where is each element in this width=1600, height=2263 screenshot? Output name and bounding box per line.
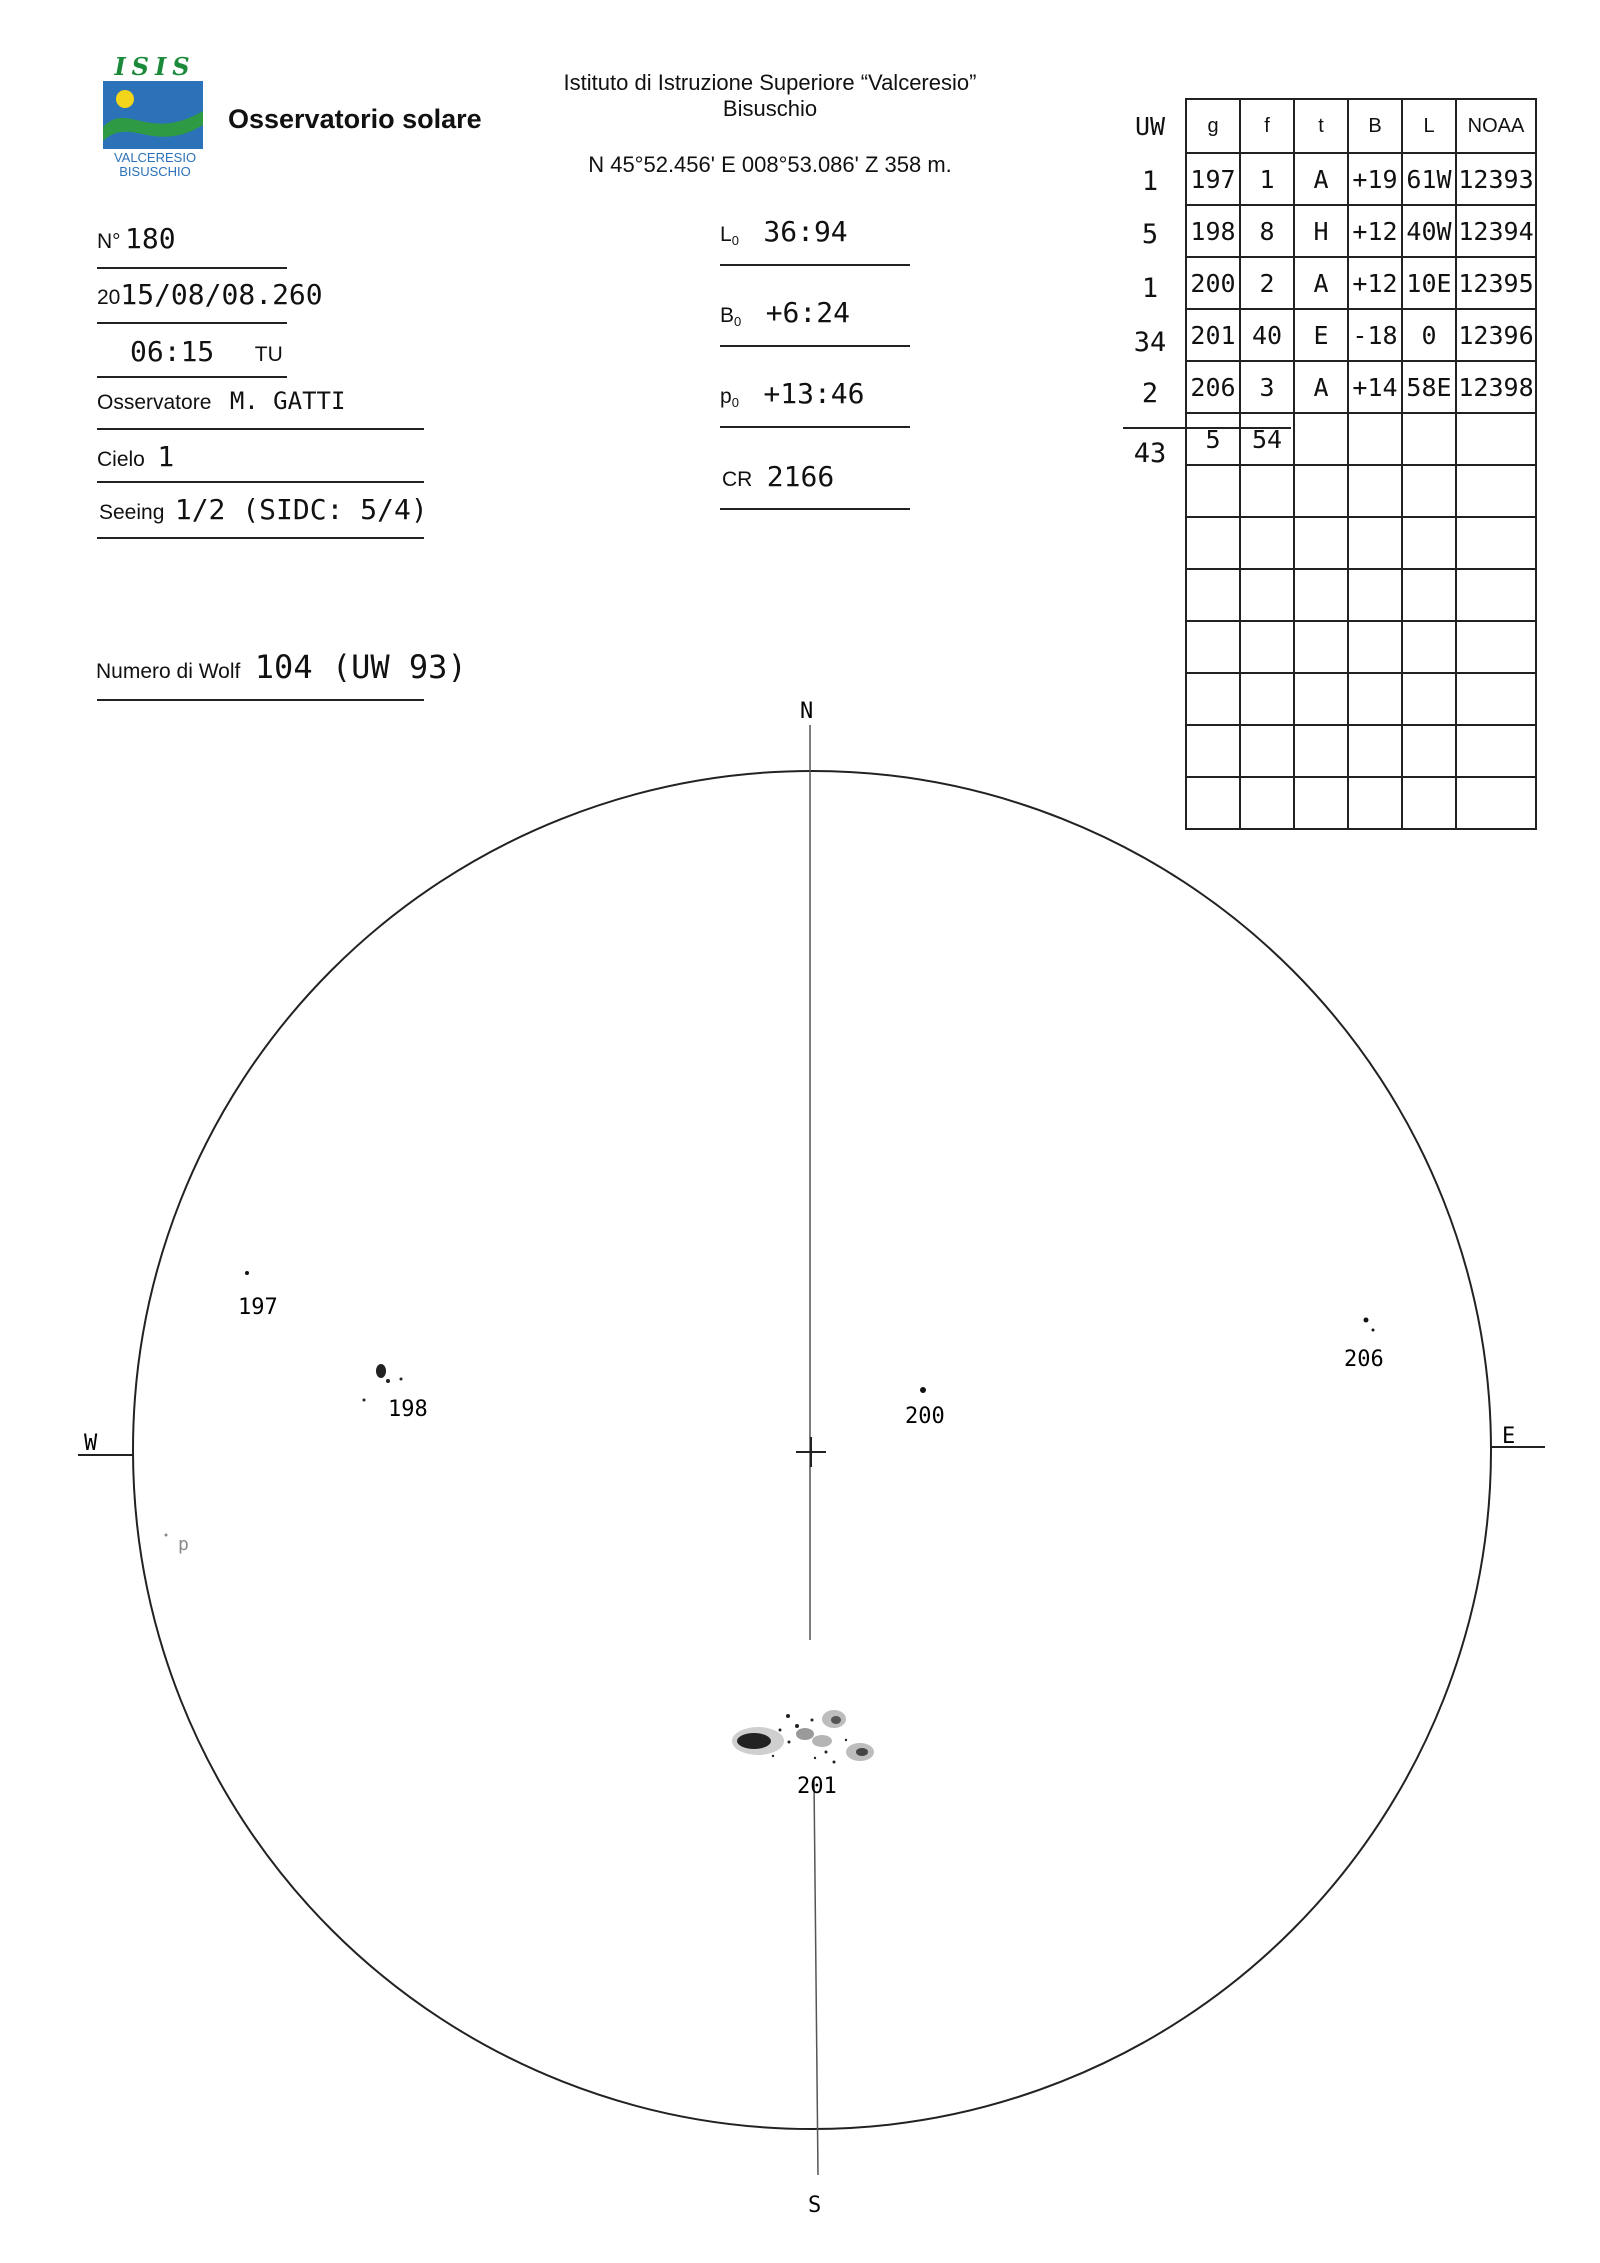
table-cell: 206 bbox=[1186, 361, 1240, 413]
group-label-198: 198 bbox=[388, 1397, 428, 1422]
total-g: 5 bbox=[1186, 413, 1240, 465]
table-cell: -18 bbox=[1348, 309, 1402, 361]
observer-value: M. GATTI bbox=[229, 387, 346, 415]
table-cell: 10E bbox=[1402, 257, 1456, 309]
uw-value: 1 bbox=[1141, 273, 1159, 304]
group-label-201: 201 bbox=[797, 1774, 837, 1799]
west-label: W bbox=[84, 1431, 98, 1456]
table-cell: 12398 bbox=[1456, 361, 1536, 413]
header-cell: L bbox=[1402, 99, 1456, 153]
date-value: 15/08/08.260 bbox=[120, 278, 323, 311]
table-cell: +19 bbox=[1348, 153, 1402, 205]
b0-label: B bbox=[720, 304, 735, 327]
table-cell: 12394 bbox=[1456, 205, 1536, 257]
table-cell: 12396 bbox=[1456, 309, 1536, 361]
sunspot-200 bbox=[920, 1387, 926, 1393]
total-f: 54 bbox=[1240, 413, 1294, 465]
table-cell: 0 bbox=[1402, 309, 1456, 361]
l0-label: L bbox=[720, 223, 732, 246]
header-cell: f bbox=[1240, 99, 1294, 153]
sunspot-198-small bbox=[400, 1378, 403, 1381]
institute-line2: Bisuschio bbox=[722, 96, 818, 121]
time-value: 06:15 bbox=[130, 335, 215, 368]
uw-header: UW bbox=[1134, 112, 1166, 141]
table-cell: 58E bbox=[1402, 361, 1456, 413]
table-cell: 1 bbox=[1240, 153, 1294, 205]
header-cell: NOAA bbox=[1456, 99, 1536, 153]
table-cell: 40 bbox=[1240, 309, 1294, 361]
wolf-value: 104 (UW 93) bbox=[254, 648, 467, 686]
sunspot-206-small bbox=[1372, 1329, 1375, 1332]
table-cell: 201 bbox=[1186, 309, 1240, 361]
north-label: N bbox=[800, 699, 814, 724]
date-prefix: 20 bbox=[97, 286, 121, 309]
table-cell: H bbox=[1294, 205, 1348, 257]
cr-label: CR bbox=[722, 468, 753, 491]
table-cell: 8 bbox=[1240, 205, 1294, 257]
page-title: Osservatorio solare bbox=[228, 104, 482, 134]
header-cell: t bbox=[1294, 99, 1348, 153]
table-cell: +14 bbox=[1348, 361, 1402, 413]
uw-value: 2 bbox=[1141, 378, 1159, 409]
number-label: N° bbox=[97, 230, 121, 253]
wolf-label: Numero di Wolf bbox=[96, 660, 241, 683]
logo-brand: ISIS bbox=[114, 52, 196, 81]
table-cell: +12 bbox=[1348, 257, 1402, 309]
p-mark-label: p bbox=[178, 1534, 189, 1555]
group-label-206: 206 bbox=[1344, 1347, 1384, 1372]
table-cell: A bbox=[1294, 257, 1348, 309]
sunspot-198-small bbox=[386, 1379, 390, 1383]
table-cell: A bbox=[1294, 361, 1348, 413]
south-axis bbox=[814, 1780, 818, 2175]
number-value: 180 bbox=[125, 222, 176, 255]
table-cell: 197 bbox=[1186, 153, 1240, 205]
table-cell: 61W bbox=[1402, 153, 1456, 205]
sunspot-198 bbox=[376, 1364, 386, 1378]
group-label-200: 200 bbox=[905, 1404, 945, 1429]
table-cell: A bbox=[1294, 153, 1348, 205]
sunspot-197 bbox=[245, 1271, 249, 1275]
sky-label: Cielo bbox=[97, 448, 145, 471]
b0-value: +6:24 bbox=[765, 296, 850, 329]
table-cell: 12393 bbox=[1456, 153, 1536, 205]
logo-school-line1: VALCERESIO bbox=[113, 150, 197, 165]
uw-value: 34 bbox=[1133, 327, 1167, 358]
sky-value: 1 bbox=[157, 440, 175, 473]
east-label: E bbox=[1502, 1424, 1516, 1449]
p0-value: +13:46 bbox=[763, 377, 865, 410]
table-cell: 40W bbox=[1402, 205, 1456, 257]
logo-school-line2: BISUSCHIO bbox=[119, 164, 191, 179]
table-cell: +12 bbox=[1348, 205, 1402, 257]
sunspot-198-small bbox=[363, 1399, 366, 1402]
header-cell: g bbox=[1186, 99, 1240, 153]
table-cell: 200 bbox=[1186, 257, 1240, 309]
seeing-label: Seeing bbox=[99, 501, 165, 524]
header-cell: B bbox=[1348, 99, 1402, 153]
table-cell: 3 bbox=[1240, 361, 1294, 413]
institute-line1: Istituto di Istruzione Superiore “Valceresio” bbox=[563, 70, 977, 95]
p0-sub: 0 bbox=[731, 395, 739, 411]
b0-sub: 0 bbox=[734, 314, 742, 330]
coordinates: N 45°52.456' E 008°53.086' Z 358 m. bbox=[588, 152, 952, 177]
south-label: S bbox=[808, 2193, 822, 2218]
cr-value: 2166 bbox=[766, 460, 835, 493]
uw-value: 1 bbox=[1141, 166, 1159, 197]
time-unit: TU bbox=[254, 343, 283, 366]
sunspot-206 bbox=[1364, 1318, 1369, 1323]
seeing-value: 1/2 (SIDC: 5/4) bbox=[174, 493, 428, 526]
table-cell: 2 bbox=[1240, 257, 1294, 309]
p0-label: p bbox=[720, 385, 732, 408]
table-cell: 198 bbox=[1186, 205, 1240, 257]
uw-total: 43 bbox=[1133, 438, 1167, 469]
group-label-197: 197 bbox=[238, 1295, 278, 1320]
faint-mark bbox=[165, 1534, 168, 1537]
uw-value: 5 bbox=[1141, 219, 1159, 250]
sunspot-group-201 bbox=[732, 1710, 874, 1764]
l0-sub: 0 bbox=[731, 233, 739, 249]
table-cell: E bbox=[1294, 309, 1348, 361]
table-cell: 12395 bbox=[1456, 257, 1536, 309]
l0-value: 36:94 bbox=[763, 215, 848, 248]
observer-label: Osservatore bbox=[97, 391, 212, 414]
